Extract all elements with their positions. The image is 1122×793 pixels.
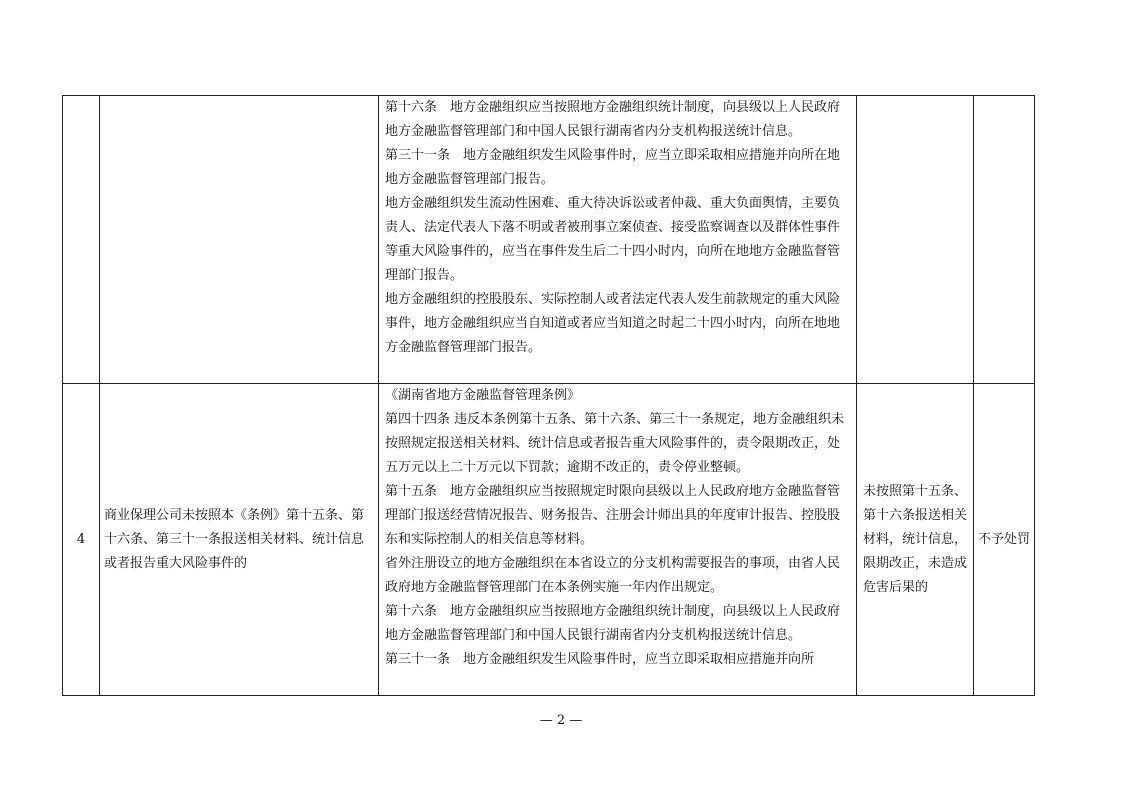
legal-basis-cell <box>379 384 857 696</box>
basis-paragraph: 第四十四条 违反本条例第十五条、第十六条、第三十一条规定，地方金融组织未按照规定报送相关材料、统计信息或者报告重大风险事件的，责令限期改正，处五万元以上二十万元以下罚款；逾期不改正的，责令停业整顿。 <box>385 412 845 475</box>
penalty-result-cell: 不予处罚 <box>974 384 1035 696</box>
table-row <box>63 384 1035 696</box>
basis-paragraph: 《湖南省地方金融监督管理条例》 <box>385 388 581 403</box>
basis-paragraph: 第十五条 地方金融组织应当按照规定时限向县级以上人民政府地方金融监督管理部门报送经营情况报告、财务报告、注册会计师出具的年度审计报告、控股股东和实际控制人的相关信息等材料。 <box>385 484 841 547</box>
basis-paragraph: 第十六条 地方金融组织应当按照地方金融组织统计制度，向县级以上人民政府地方金融监督管理部门和中国人民银行湖南省内分支机构报送统计信息。 <box>385 604 841 643</box>
row-index-cell <box>63 96 100 384</box>
regulation-table <box>62 95 1035 696</box>
legal-basis-cell <box>379 96 857 384</box>
violation-situation-cell <box>100 96 379 384</box>
penalty-result-cell <box>974 96 1035 384</box>
basis-paragraph: 第十六条 地方金融组织应当按照地方金融组织统计制度，向县级以上人民政府地方金融监督管理部门和中国人民银行湖南省内分支机构报送统计信息。 <box>385 100 841 139</box>
basis-paragraph: 第三十一条 地方金融组织发生风险事件时，应当立即采取相应措施并向所 <box>385 652 815 667</box>
row-index-cell: 4 <box>63 384 100 696</box>
basis-paragraph: 地方金融组织的控股股东、实际控制人或者法定代表人发生前款规定的重大风险事件，地方金融组织应当自知道或者应当知道之时起二十四小时内，向所在地地方金融监督管理部门报告。 <box>385 292 841 355</box>
basis-paragraph: 地方金融组织发生流动性困难、重大待决诉讼或者仲裁、重大负面舆情，主要负责人、法定代表人下落不明或者被刑事立案侦查、接受监察调查以及群体性事件等重大风险事件的，应当在事件发生后二十四小时内，向所在地地方金融监督管理部门报告。 <box>385 196 841 283</box>
basis-paragraph: 第三十一条 地方金融组织发生风险事件时，应当立即采取相应措施并向所在地地方金融监督管理部门报告。 <box>385 148 841 187</box>
exemption-condition-cell: 未按照第十五条、第十六条报送相关材料，统计信息，限期改正，未造成危害后果的 <box>857 384 974 696</box>
basis-paragraph: 省外注册设立的地方金融组织在本省设立的分支机构需要报告的事项，由省人民政府地方金融监督管理部门在本条例实施一年内作出规定。 <box>385 556 841 595</box>
table-row <box>63 96 1035 384</box>
exemption-condition-cell <box>857 96 974 384</box>
violation-situation-cell: 商业保理公司未按照本《条例》第十五条、第十六条、第三十一条报送相关材料、统计信息或者报告重大风险事件的 <box>100 384 379 696</box>
page-number: — 2 — <box>539 713 583 728</box>
